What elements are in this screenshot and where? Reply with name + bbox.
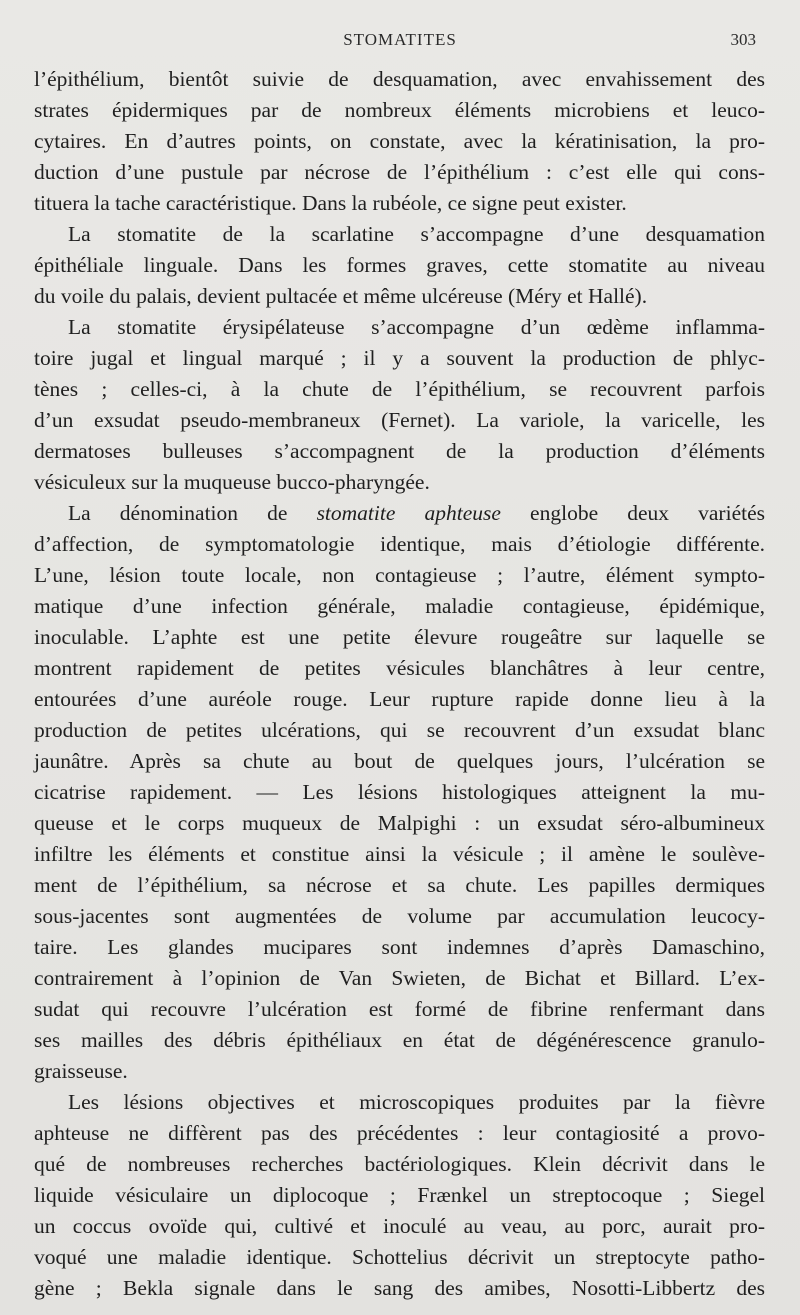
text-line: sous-jacentes sont augmentées de volume par accumulation leucocy- — [34, 904, 765, 928]
text-line: cicatrise rapidement. — Les lésions histologiques atteignent la mu- — [34, 780, 765, 804]
text-line: tènes ; celles-ci, à la chute de l’épithélium, se recouvrent parfois — [34, 377, 765, 401]
text-line: La stomatite de la scarlatine s’accompagne d’une desquamation — [68, 222, 765, 246]
text-line: La dénomination de stomatite aphteuse englobe deux variétés — [68, 501, 765, 525]
text-line: tituera la tache caractéristique. Dans la rubéole, ce signe peut exister. — [34, 191, 627, 215]
text-line: vésiculeux sur la muqueuse bucco-pharyngée. — [34, 470, 430, 494]
text-line: aphteuse ne diffèrent pas des précédentes : leur contagiosité a provo- — [34, 1121, 765, 1145]
text-line: voqué une maladie identique. Schottelius décrivit un streptocyte patho- — [34, 1245, 765, 1269]
text-line: queuse et le corps muqueux de Malpighi : un exsudat séro-albumineux — [34, 811, 765, 835]
text-line: un coccus ovoïde qui, cultivé et inoculé au veau, au porc, aurait pro- — [34, 1214, 765, 1238]
text-line: inoculable. L’aphte est une petite élevure rougeâtre sur laquelle se — [34, 625, 765, 649]
text-line: L’une, lésion toute locale, non contagieuse ; l’autre, élément sympto- — [34, 563, 765, 587]
text-line: graisseuse. — [34, 1059, 128, 1083]
text-line: La stomatite érysipélateuse s’accompagne d’un œdème inflamma- — [68, 315, 765, 339]
text-line: taire. Les glandes mucipares sont indemnes d’après Damaschino, — [34, 935, 765, 959]
text-line: d’affection, de symptomatologie identique, mais d’étiologie différente. — [34, 532, 765, 556]
running-title: STOMATITES — [343, 30, 457, 49]
text-line: sudat qui recouvre l’ulcération est formé de fibrine renfermant dans — [34, 997, 765, 1021]
text-line: liquide vésiculaire un diplocoque ; Frænkel un streptocoque ; Siegel — [34, 1183, 765, 1207]
text-line: strates épidermiques par de nombreux éléments microbiens et leuco- — [34, 98, 765, 122]
text-line: ses mailles des débris épithéliaux en état de dégénérescence granulo- — [34, 1028, 765, 1052]
text-line: d’un exsudat pseudo-membraneux (Fernet). La variole, la varicelle, les — [34, 408, 765, 432]
text-line: montrent rapidement de petites vésicules blanchâtres à leur centre, — [34, 656, 765, 680]
text-line: dermatoses bulleuses s’accompagnent de la production d’éléments — [34, 439, 765, 463]
text-line: matique d’une infection générale, maladie contagieuse, épidémique, — [34, 594, 765, 618]
text-line: Les lésions objectives et microscopiques produites par la fièvre — [68, 1090, 765, 1114]
body-text — [34, 64, 765, 1304]
page-number: 303 — [730, 30, 756, 49]
text-line: épithéliale linguale. Dans les formes graves, cette stomatite au niveau — [34, 253, 765, 277]
text-line: toire jugal et lingual marqué ; il y a souvent la production de phlyc- — [34, 346, 765, 370]
text-line: production de petites ulcérations, qui se recouvrent d’un exsudat blanc — [34, 718, 765, 742]
text-line: l’épithélium, bientôt suivie de desquamation, avec envahissement des — [34, 67, 765, 91]
text-line: qué de nombreuses recherches bactériologiques. Klein décrivit dans le — [34, 1152, 765, 1176]
text-line: jaunâtre. Après sa chute au bout de quelques jours, l’ulcération se — [34, 749, 765, 773]
text-line: duction d’une pustule par nécrose de l’épithélium : c’est elle qui cons- — [34, 160, 765, 184]
text-line: infiltre les éléments et constitue ainsi la vésicule ; il amène le soulève- — [34, 842, 765, 866]
text-line: contrairement à l’opinion de Van Swieten, de Bichat et Billard. L’ex- — [34, 966, 765, 990]
text-line: cytaires. En d’autres points, on constate, avec la kératinisation, la pro- — [34, 129, 765, 153]
text-line: entourées d’une auréole rouge. Leur rupture rapide donne lieu à la — [34, 687, 765, 711]
running-head — [0, 30, 800, 54]
text-line: gène ; Bekla signale dans le sang des amibes, Nosotti-Libbertz des — [34, 1276, 765, 1300]
text-line: du voile du palais, devient pultacée et même ulcéreuse (Méry et Hallé). — [34, 284, 648, 308]
text-line: ment de l’épithélium, sa nécrose et sa chute. Les papilles dermiques — [34, 873, 765, 897]
